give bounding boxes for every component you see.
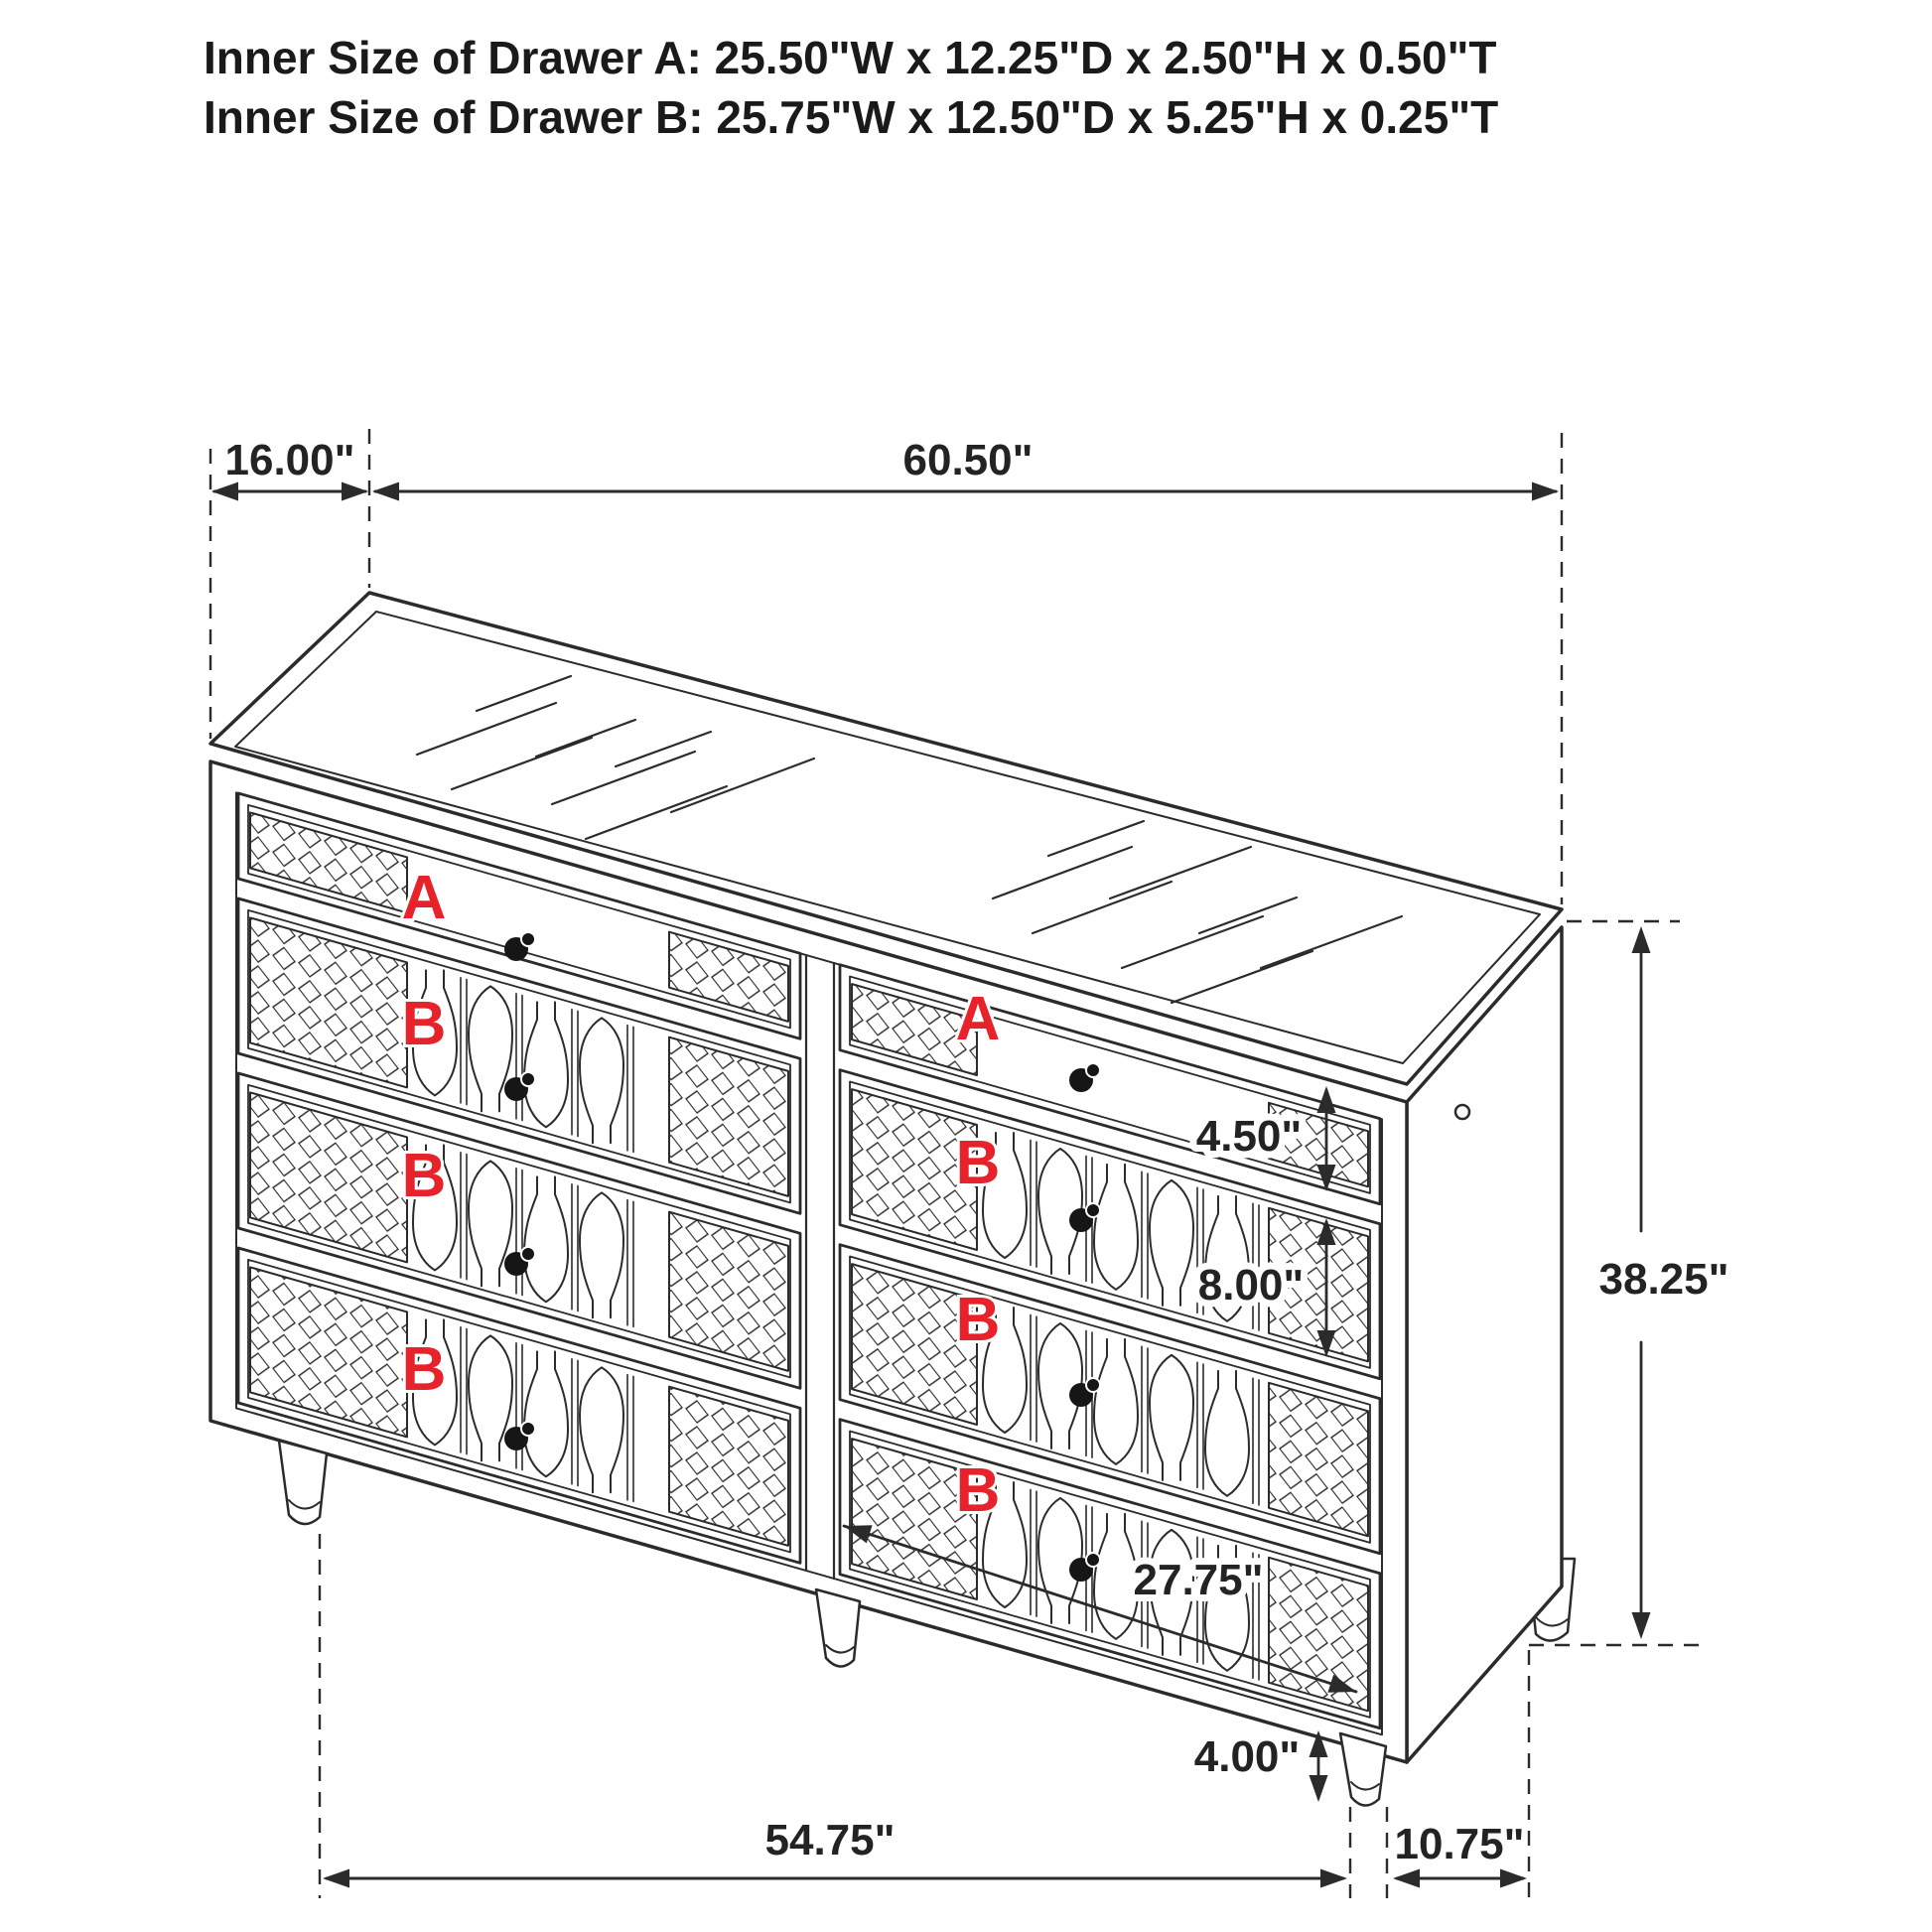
dim-label-top-depth: 16.00" [224, 436, 355, 484]
drawer-letter-right-4: B [955, 1456, 1001, 1525]
dim-label-front-leg-span: 54.75" [764, 1816, 896, 1864]
title-drawer-b-size: Inner Size of Drawer B: 25.75"W x 12.50"D x 5.25"H x 0.25"T [204, 91, 1499, 143]
dim-label-overall-height: 38.25" [1598, 1255, 1729, 1304]
dim-label-drawer-a-height: 4.50" [1195, 1112, 1303, 1161]
dim-label-side-leg-span: 10.75" [1394, 1820, 1525, 1868]
dim-label-leg-height: 4.00" [1193, 1732, 1301, 1781]
drawer-letter-right-3: B [955, 1286, 1001, 1354]
drawer-letter-left-1: A [401, 864, 447, 932]
drawer-letter-right-2: B [955, 1129, 1001, 1197]
drawer-letter-right-1: A [955, 985, 1001, 1053]
dim-label-drawer-b-height: 8.00" [1197, 1261, 1305, 1310]
dim-label-drawer-inner-width: 27.75" [1133, 1556, 1264, 1604]
drawer-letter-left-2: B [401, 990, 447, 1058]
drawer-letter-left-3: B [401, 1142, 447, 1210]
title-drawer-a-size: Inner Size of Drawer A: 25.50"W x 12.25"D x 2.50"H x 0.50"T [204, 32, 1497, 83]
drawer-letter-left-4: B [401, 1335, 447, 1404]
dim-label-top-width: 60.50" [902, 436, 1034, 484]
